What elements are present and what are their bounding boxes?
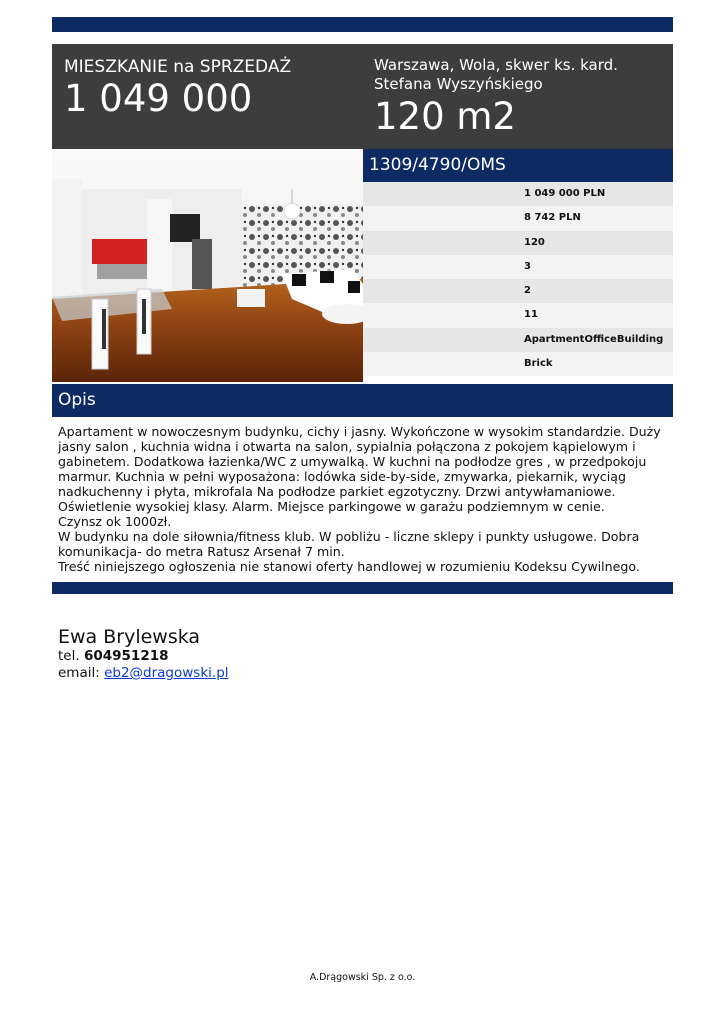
description-text: Apartament w nowoczesnym budynku, cichy i jasny. Wykończone w wysokim standardzie. Duży jasny salon , kuchnia widna i otwarta na salon, sypialnia połączona z pokojem kąpielowym i gabinetem. Dodatkowa łazienka/WC z umywalką. W kuchni na podłodze gres , w przedpokoju marmur. Kuchnia w pełni wyposażona: lodówka side-by-side, zmywarka, piekarnik, wyciąg nadkuchenny i płyta, mikrofala Na podłodze parkiet egzotyczny. Drzwi antywłamaniowe. Oświetlenie wysokiej klasy. Alarm. Miejsce parkingowe w garażu podziemnym w cenie. Czynsz ok 1000zł. W budynku na dole siłownia/fitness klub. W pobliżu - liczne sklepy i punkty usługowe. Dobra komunikacja- do metra Ratusz Arsenał 7 min. Treść niniejszego ogłoszenia nie stanowi oferty handlowej w rozumieniu Kodeksu Cywilnego. xyxy=(58,424,661,574)
description-header xyxy=(52,384,673,417)
bottom-accent-bar xyxy=(52,582,673,594)
listing-address: Warszawa, Wola, skwer ks. kard. Stefana Wyszyńskiego xyxy=(374,56,618,93)
listing-area: 120 m2 xyxy=(374,95,516,138)
agent-email-line xyxy=(58,665,229,682)
detail-row-material: Brick xyxy=(363,352,673,376)
property-photo xyxy=(52,149,363,382)
agent-email-link[interactable]: eb2@dragowski.pl xyxy=(104,665,229,681)
agent-phone-line xyxy=(58,648,229,665)
listing-header xyxy=(52,44,673,149)
detail-row-price: 1 049 000 PLN xyxy=(363,182,673,206)
listing-type: MIESZKANIE na SPRZEDAŻ xyxy=(64,57,292,77)
header-left xyxy=(64,56,291,120)
reference-number: 1309/4790/OMS xyxy=(363,149,673,182)
agent-name: Ewa Brylewska xyxy=(58,626,201,648)
property-details xyxy=(363,149,673,384)
agent-contact xyxy=(58,626,229,682)
header-right xyxy=(374,56,664,138)
detail-row-area: 120 xyxy=(363,231,673,255)
email-label: email: xyxy=(58,665,100,681)
description-title: Opis xyxy=(58,390,96,410)
agent-phone: 604951218 xyxy=(83,648,169,664)
detail-row-price-per-m2: 8 742 PLN xyxy=(363,206,673,230)
living-room-photo xyxy=(52,149,363,382)
phone-label: tel. xyxy=(58,648,80,664)
detail-row-building-type: ApartmentOfficeBuilding xyxy=(363,328,673,352)
detail-row-floor: 2 xyxy=(363,279,673,303)
footer-company: A.Drągowski Sp. z o.o. xyxy=(309,972,416,983)
listing-price: 1 049 000 xyxy=(64,77,253,120)
top-accent-bar xyxy=(52,17,673,32)
detail-row-rooms: 3 xyxy=(363,255,673,279)
detail-row-floors-total: 11 xyxy=(363,303,673,327)
